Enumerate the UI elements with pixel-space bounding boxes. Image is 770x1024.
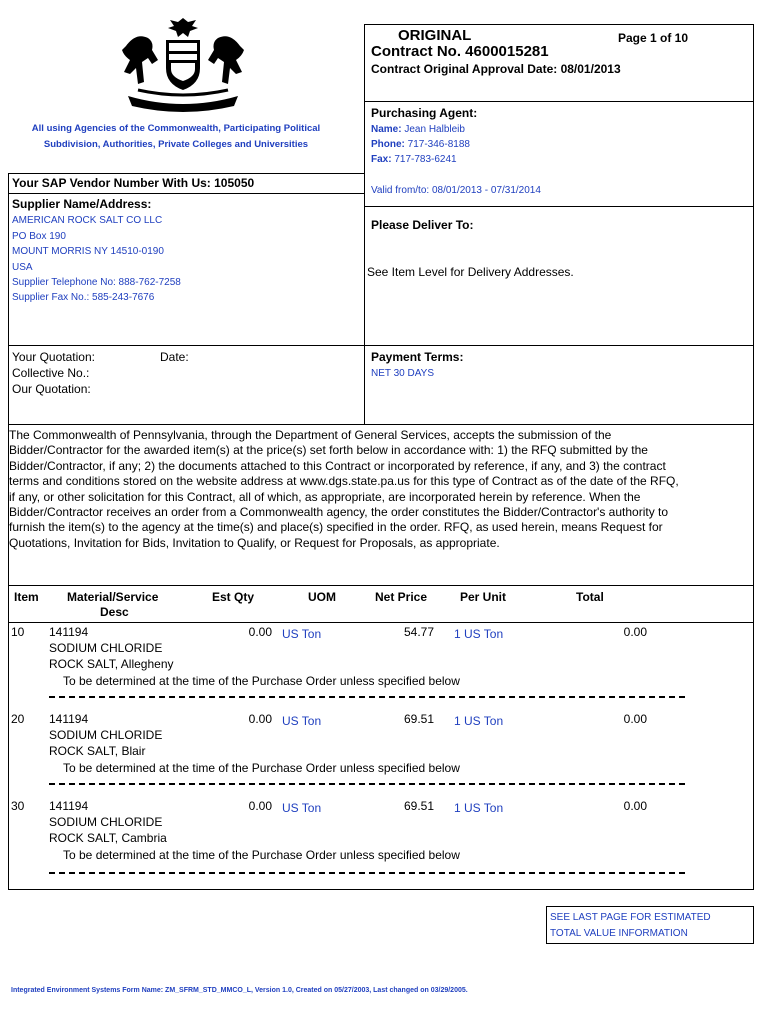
row-price: 54.77 <box>403 625 434 639</box>
see-last-line-1: SEE LAST PAGE FOR ESTIMATED <box>550 912 711 923</box>
col-qty: Est Qty <box>212 590 255 604</box>
row-name: SODIUM CHLORIDE <box>49 815 163 829</box>
row-item: 30 <box>11 799 25 813</box>
row-name: SODIUM CHLORIDE <box>49 728 163 742</box>
row-separator <box>49 783 685 785</box>
row-qty: 0.00 <box>248 712 272 726</box>
supplier-line: Supplier Fax No.: 585-243-7676 <box>12 292 155 303</box>
row-note: To be determined at the time of the Purchase Order unless specified below <box>63 761 460 775</box>
vendor-divider <box>8 193 365 194</box>
supplier-line: AMERICAN ROCK SALT CO LLC <box>12 215 163 226</box>
row-uom: US Ton <box>282 627 322 641</box>
terms-line: Quotations, Invitation for Bids, Invitation to Qualify, or Request for Proposals, as appropriate. <box>9 535 500 550</box>
col-material: Material/Service <box>67 590 159 604</box>
col-uom: UOM <box>308 590 336 604</box>
row-desc: ROCK SALT, Cambria <box>49 831 167 845</box>
row-desc: ROCK SALT, Allegheny <box>49 657 174 671</box>
collective-no-label: Collective No.: <box>12 366 90 380</box>
your-quotation-label: Your Quotation: <box>12 350 95 364</box>
approval-date: Contract Original Approval Date: 08/01/2013 <box>371 62 621 76</box>
supplier-line: USA <box>12 262 33 273</box>
row-uom: US Ton <box>282 801 322 815</box>
our-quotation-label: Our Quotation: <box>12 382 91 396</box>
row-total: 0.00 <box>623 799 647 813</box>
terms-line: furnish the item(s) to the agency at the time(s) and place(s) specified in the order. RFQ, as used herein, means Request for <box>9 520 663 535</box>
row-item: 10 <box>11 625 25 639</box>
row-price: 69.51 <box>403 712 434 726</box>
pennsylvania-coat-of-arms-icon <box>108 12 258 114</box>
agent-fax-row <box>371 154 457 165</box>
agent-phone-label: Phone: <box>371 139 405 150</box>
row-qty: 0.00 <box>248 625 272 639</box>
deliver-heading: Please Deliver To: <box>371 218 474 232</box>
contract-number: Contract No. 4600015281 <box>371 43 549 60</box>
agent-phone-row <box>371 139 470 150</box>
col-per-unit: Per Unit <box>460 590 507 604</box>
terms-line: The Commonwealth of Pennsylvania, through the Department of General Services, accepts the submission of the <box>9 428 612 442</box>
terms-line: Bidder/Contractor for the awarded item(s) at the price(s) set forth below in accordance with: 1) the RFQ submitted by the <box>9 443 648 458</box>
deliver-text: See Item Level for Delivery Addresses. <box>367 265 574 279</box>
row-name: SODIUM CHLORIDE <box>49 641 163 655</box>
agent-fax: 717-783-6241 <box>394 154 457 165</box>
vendor-number: Your SAP Vendor Number With Us: 105050 <box>12 176 255 190</box>
supplier-line: MOUNT MORRIS NY 14510-0190 <box>12 246 164 257</box>
row-desc: ROCK SALT, Blair <box>49 744 146 758</box>
terms-paragraph <box>9 428 753 551</box>
document-status: ORIGINAL <box>398 27 472 44</box>
payment-terms-heading: Payment Terms: <box>371 350 464 364</box>
see-last-line-2: TOTAL VALUE INFORMATION <box>550 928 688 939</box>
col-net-price: Net Price <box>375 590 428 604</box>
agent-phone: 717-346-8188 <box>407 139 470 150</box>
agencies-line-1: All using Agencies of the Commonwealth, Participating Political <box>31 123 321 134</box>
row-price: 69.51 <box>403 799 434 813</box>
agencies-line-2: Subdivision, Authorities, Private Colleges and Universities <box>43 139 309 150</box>
quotation-date-label: Date: <box>160 350 189 364</box>
row-total: 0.00 <box>623 712 647 726</box>
row-total: 0.00 <box>623 625 647 639</box>
supplier-heading: Supplier Name/Address: <box>12 197 152 211</box>
row-separator <box>49 696 685 698</box>
agent-name-label: Name: <box>371 124 402 135</box>
row-per-unit: 1 US Ton <box>454 714 504 728</box>
row-per-unit: 1 US Ton <box>454 627 504 641</box>
row-material: 141194 <box>49 799 89 813</box>
supplier-line: Supplier Telephone No: 888-762-7258 <box>12 277 181 288</box>
row-material: 141194 <box>49 712 89 726</box>
purchasing-agent-heading: Purchasing Agent: <box>371 106 478 120</box>
col-desc: Desc <box>100 605 129 619</box>
page-number: Page 1 of 10 <box>618 31 689 45</box>
terms-line: Bidder/Contractor receives an order from a Commonwealth agency, the order constitutes the Bidder/Contractor's authority to <box>9 505 669 520</box>
row-qty: 0.00 <box>248 799 272 813</box>
agent-fax-label: Fax: <box>371 154 392 165</box>
row-uom: US Ton <box>282 714 322 728</box>
terms-line: terms and conditions stored on the website address at www.dgs.state.pa.us for this type of Contract as of the date of the RFQ, <box>9 474 679 489</box>
row-note: To be determined at the time of the Purchase Order unless specified below <box>63 674 460 688</box>
agent-name: Jean Halbleib <box>404 124 465 135</box>
supplier-line: PO Box 190 <box>12 231 66 242</box>
col-item: Item <box>14 590 39 604</box>
payment-terms-value: NET 30 DAYS <box>371 368 434 379</box>
row-material: 141194 <box>49 625 89 639</box>
row-separator <box>49 872 685 874</box>
col-total: Total <box>576 590 604 604</box>
row-per-unit: 1 US Ton <box>454 801 504 815</box>
terms-line: if any, or other solicitation for this Contract, all of which, as appropriate, are incorporated herein by reference. When the <box>9 489 641 504</box>
agent-name-row <box>371 124 465 135</box>
terms-line: Bidder/Contractor, if any; 2) the documents attached to this Contract or incorporated by reference, if any, and 3) the contract <box>9 458 666 473</box>
row-note: To be determined at the time of the Purchase Order unless specified below <box>63 848 460 862</box>
form-footer: Integrated Environment Systems Form Name: ZM_SFRM_STD_MMCO_L, Version 1.0, Created on 05/27/2003, Last changed on 03/29/2005. <box>11 987 468 994</box>
table-header-divider <box>8 622 754 623</box>
valid-dates: Valid from/to: 08/01/2013 - 07/31/2014 <box>371 185 541 196</box>
row-item: 20 <box>11 712 25 726</box>
